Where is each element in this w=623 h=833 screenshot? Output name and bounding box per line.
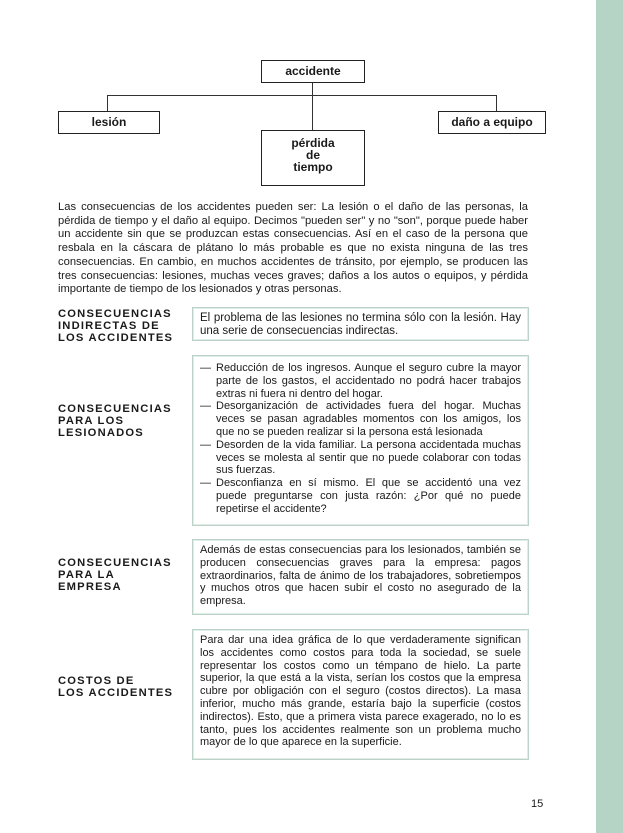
panel-consecuencias-lesionados bbox=[192, 355, 529, 526]
heading-line: COSTOS DE bbox=[58, 675, 135, 687]
panel-text: Para dar una idea gráfica de lo que verdaderamente significan los accidentes como costos para toda la sociedad, se suele representar los costos como un témpano de hielo. La parte superior, la que está a la vista, serían los costos que la empresa cubre por obligación con el seguro (costos directos). La masa inferior, mucho más grande, estaría bajo la superficie (costos indirectos). Esto, que a primera vista parece exagerado, no lo es tanto, pues los accidentes realmente son un problema mucho mayor de lo que aparece en la superficie. bbox=[200, 634, 521, 749]
diagram-center-line-2: de bbox=[305, 148, 320, 162]
panel-text: El problema de las lesiones no termina sólo con la lesión. Hay una serie de consecuencias indirectas. bbox=[200, 312, 521, 337]
diagram-lesion-box: lesión bbox=[58, 111, 160, 134]
heading-line: CONSECUENCIAS bbox=[58, 557, 172, 569]
heading-line: PARA LOS bbox=[58, 415, 125, 427]
heading-consecuencias-empresa bbox=[58, 557, 183, 593]
heading-line: LOS ACCIDENTES bbox=[58, 687, 174, 699]
connector-root-down bbox=[312, 83, 313, 95]
connector-left-down bbox=[107, 95, 108, 111]
connector-right-down bbox=[496, 95, 497, 111]
heading-line: INDIRECTAS DE bbox=[58, 320, 160, 332]
page-number: 15 bbox=[531, 798, 544, 810]
diagram-center-line-3: tiempo bbox=[293, 160, 333, 174]
diagram-perdida-tiempo-box bbox=[261, 130, 365, 186]
heading-line: CONSECUENCIAS bbox=[58, 308, 172, 320]
diagram-dano-equipo-box: daño a equipo bbox=[438, 111, 546, 134]
heading-line: CONSECUENCIAS bbox=[58, 403, 172, 415]
heading-line: LOS ACCIDENTES bbox=[58, 332, 174, 344]
list-item: — Reducción de los ingresos. Aunque el seguro cubre la mayor parte de los gastos, el accidentado no podrá hacer trabajos extras ni fuera ni dentro del hogar. bbox=[200, 362, 521, 400]
panel-text: Además de estas consecuencias para los lesionados, también se producen consecuencias graves para la empresa: pagos extraordinarios, falta de ánimo de los trabajadores, sobretiempos y muchos otros que hacen subir el costo no asegurado de la empresa. bbox=[200, 544, 521, 608]
intro-paragraph: Las consecuencias de los accidentes pueden ser: La lesión o el daño de las personas, la pérdida de tiempo y el daño al equipo. Decimos "pueden ser" y no "son", porque puede haber un accidente sin que se produzcan estas consecuencias. Así en el caso de la persona que resbala en la cáscara de plátano lo más probable es que no exista ninguna de las tres consecuencias. En cambio, en muchos accidentes de tránsito, por ejemplo, se producen las tres consecuencias: lesiones, muchas veces graves; daños a los autos o equipos, y pérdida importante de tiempo de los lesionados y otras personas. bbox=[58, 201, 528, 296]
heading-costos-accidentes bbox=[58, 675, 183, 699]
panel-costos-accidentes bbox=[192, 629, 529, 760]
panel-consecuencias-indirectas bbox=[192, 307, 529, 341]
lesionados-list bbox=[200, 362, 521, 516]
connector-horizontal bbox=[107, 95, 497, 96]
diagram-root-box: accidente bbox=[261, 60, 365, 83]
side-color-band bbox=[596, 0, 623, 833]
connector-center-down bbox=[312, 95, 313, 130]
diagram-center-line-1: pérdida bbox=[291, 136, 335, 150]
list-item: — Desconfianza en sí mismo. El que se accidentó una vez puede preguntarse con justa razón: ¿Por qué no puede repetirse el accidente? bbox=[200, 477, 521, 515]
heading-consecuencias-lesionados bbox=[58, 403, 183, 439]
panel-consecuencias-empresa bbox=[192, 539, 529, 615]
heading-line: LESIONADOS bbox=[58, 427, 144, 439]
heading-consecuencias-indirectas bbox=[58, 308, 183, 344]
heading-line: EMPRESA bbox=[58, 581, 122, 593]
list-item: — Desorden de la vida familiar. La persona accidentada muchas veces se molesta al sentir que no puede colaborar con todas sus fuerzas. bbox=[200, 439, 521, 477]
list-item: — Desorganización de actividades fuera del hogar. Muchas veces se pasan agradables momentos con los amigos, los que no se pueden realizar si la persona está lesionada bbox=[200, 400, 521, 438]
heading-line: PARA LA bbox=[58, 569, 115, 581]
